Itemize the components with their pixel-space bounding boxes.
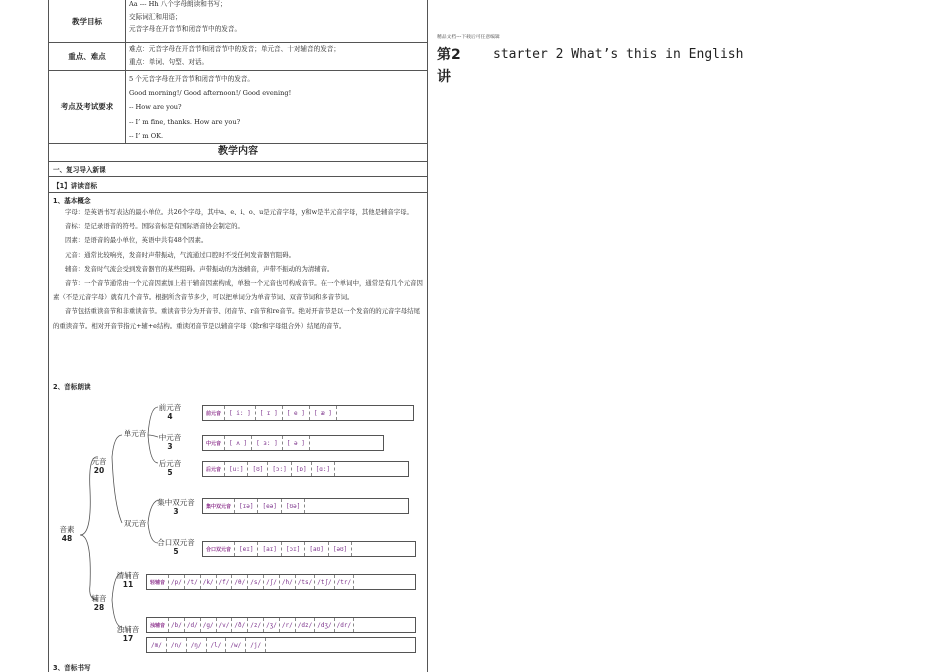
phoneme: /tʃ/ [315,575,334,589]
phoneme: [aɪ] [258,542,281,556]
exam-heading: 考点及考试要求 [49,70,126,143]
objectives-line: 交际词汇和用语； [129,12,182,21]
phoneme: /r/ [280,618,296,632]
central-vowels-row [202,435,384,451]
back-vowels-label: 后元音 [158,459,182,468]
consonants-count: 28 [93,603,105,612]
closing-diphthongs-label: 合口双元音 [157,538,195,547]
phoneme: [ ə ] [283,436,310,450]
concepts-text [53,205,423,333]
phoneme: /p/ [169,575,185,589]
root-node [52,525,82,543]
voiced-consonants-row [146,617,416,633]
voiceless-consonants-node [110,571,146,589]
phoneme: [ɑ:] [312,462,335,476]
lesson-number-line: 第2 [437,47,461,63]
vowels-label: 元音 [91,457,107,466]
consonants-label: 辅音 [91,594,107,603]
paragraph: 字母：是英语书写表达的最小单位。共26个字母，其中a、e、i、o、u是元音字母，y和w是半元音字母，其他是辅音字母。 [65,208,413,216]
objectives-line: 元音字母在开音节和闭音节中的发音。 [129,25,242,33]
category-label: 轻辅音 [147,575,169,589]
phoneme: /tr/ [335,575,354,589]
category-label: 中元音 [203,436,225,450]
back-vowels-row [202,461,409,477]
category-label: 集中双元音 [203,499,235,513]
central-vowels-count: 3 [167,442,173,451]
root-label: 音素 [59,525,75,534]
front-vowels-label: 前元音 [158,403,182,412]
lesson-title: starter 2 What’s this in English [493,47,744,62]
exam-line: 5 个元音字母在开音节和闭音节中的发音。 [129,75,254,83]
voiceless-count: 11 [122,580,134,589]
phoneme: /g/ [201,618,217,632]
lesson-number-line: 讲 [437,69,451,85]
vowels-node [86,457,112,475]
voiced-consonants-node [110,625,146,643]
consonants-node [86,594,112,612]
paragraph: 音标：是记录语音的符号。国际音标是有国际语音协会制定的。 [65,222,244,231]
phoneme-tree-diagram [52,395,426,660]
subheading-phonetic-reading: 2、音标朗读 [53,383,91,391]
phoneme: [aʊ] [305,542,328,556]
phoneme: /f/ [217,575,233,589]
exam-line: Good morning!/ Good afternoon!/ Good evening! [129,89,292,98]
category-label: 浊辅音 [147,618,169,632]
back-vowels-node [155,459,185,477]
phoneme: /z/ [248,618,264,632]
key-points-line: 难点：元音字母在开音节和闭音节中的发音；单元音、十对辅音的发音； [129,45,340,53]
diphthongs-label: 双元音 [123,519,147,528]
phoneme: /w/ [226,638,246,652]
closing-diphthongs-node [152,538,200,556]
phoneme: /ð/ [232,618,248,632]
voiceless-label: 清辅音 [116,571,140,580]
phoneme: [ɔ:] [268,462,291,476]
phoneme: [ʊə] [282,499,305,513]
front-vowels-count: 4 [167,412,173,421]
centring-diphthongs-row [202,498,409,514]
front-vowels-node [155,403,185,421]
phoneme: [əʊ] [329,542,352,556]
phoneme: /j/ [246,638,266,652]
phoneme: /dz/ [296,618,315,632]
phoneme: /s/ [248,575,264,589]
category-label: 前元音 [203,406,225,420]
phoneme: [ ɜ: ] [252,436,283,450]
section-subheading: 【1】讲读音标 [53,182,98,190]
phoneme: /v/ [217,618,233,632]
exam-line: -- I’ m OK. [129,131,164,140]
paragraph: 音节：一个音节通常由一个元音因素加上若干辅音因素构成，单独一个元音也可构成音节。在一个单词中，通常是有几个元音因素（不是元音字母）就有几个音节。根据所含音节多少，可以把单词分为单音节词、双音节词和多音节词。 [53,279,423,302]
phoneme: [ɔɪ] [282,542,305,556]
root-count: 48 [61,534,73,543]
category-label: 后元音 [203,462,225,476]
phoneme: [ɒ] [292,462,312,476]
phoneme: /h/ [280,575,296,589]
paragraph: 因素：是语音的最小单位，英语中共有48个因素。 [65,236,208,245]
download-note: 精品文档---下载后可任意编辑 [437,35,500,40]
phoneme: /b/ [169,618,185,632]
category-label: 合口双元音 [203,542,235,556]
phoneme: [eɪ] [235,542,258,556]
phoneme: /d/ [185,618,201,632]
phoneme: [ ʌ ] [225,436,252,450]
subheading-phonetic-writing: 3、音标书写 [53,664,91,672]
phoneme: /k/ [201,575,217,589]
objectives-line: Aa --- Hh 八个字母朗读和书写； [129,0,227,8]
phoneme: /ts/ [296,575,315,589]
phoneme: [ e ] [283,406,310,420]
phoneme: /n/ [167,638,187,652]
phoneme: /t/ [185,575,201,589]
closing-diphthongs-count: 5 [173,547,179,556]
objectives-heading: 教学目标 [49,0,126,42]
vowels-count: 20 [93,466,105,475]
phoneme: /ŋ/ [187,638,207,652]
exam-line: -- I’ m fine, thanks. How are you? [129,117,241,126]
centring-diphthongs-count: 3 [173,507,179,516]
phoneme: /ʃ/ [264,575,280,589]
front-vowels-row [202,405,414,421]
lesson-number [437,44,461,88]
phoneme: [ɪə] [235,499,258,513]
centring-diphthongs-node [152,498,200,516]
objectives-row [49,0,427,43]
key-points-line: 重点：单词、句型、对话。 [129,57,209,66]
central-vowels-label: 中元音 [158,433,182,442]
voiced-consonants-row-2 [146,637,416,653]
subheading-basic-concepts: 1、基本概念 [53,197,91,205]
paragraph: 音节包括重读音节和非重读音节。重读音节分为开音节、闭音节、r音节和re音节。绝对开音节是以一个发音的的元音字母结尾的重读音节。相对开音节指元+辅+e结构。重读闭音节是以辅音字母（除r和字母组合外）结尾的音节。 [53,307,420,330]
phoneme: /ʒ/ [264,618,280,632]
key-points-heading: 重点、难点 [49,42,126,70]
back-vowels-count: 5 [167,468,173,477]
phoneme: [ʊ] [248,462,268,476]
phoneme: [ æ ] [310,406,337,420]
phoneme: [eə] [258,499,281,513]
closing-diphthongs-row [202,541,416,557]
monophthongs-label: 单元音 [123,429,147,438]
phoneme: /m/ [147,638,167,652]
content-title: 教学内容 [49,143,427,162]
section-heading: 一、复习导入新课 [53,166,106,174]
paragraph: 辅音：发音时气流会受到发音器官的某些阻碍。声带振动的为浊辅音，声带不振动的为清辅音。 [65,264,334,273]
exam-row [49,70,427,144]
voiced-label: 浊辅音 [116,625,140,634]
phoneme: [ ɪ ] [256,406,283,420]
phoneme: /dʒ/ [315,618,334,632]
phoneme: [u:] [225,462,248,476]
phoneme: /l/ [207,638,227,652]
phoneme: [ i: ] [225,406,256,420]
paragraph: 元音：通常比较响亮，发音时声带振动，气流通过口腔时不受任何发音器官阻碍。 [65,250,296,259]
key-points-row [49,42,427,71]
voiceless-consonants-row [146,574,416,590]
phoneme: /dr/ [335,618,354,632]
phoneme: /θ/ [232,575,248,589]
central-vowels-node [155,433,185,451]
exam-line: -- How are you? [129,103,182,112]
centring-diphthongs-label: 集中双元音 [157,498,195,507]
voiced-count: 17 [122,634,134,643]
